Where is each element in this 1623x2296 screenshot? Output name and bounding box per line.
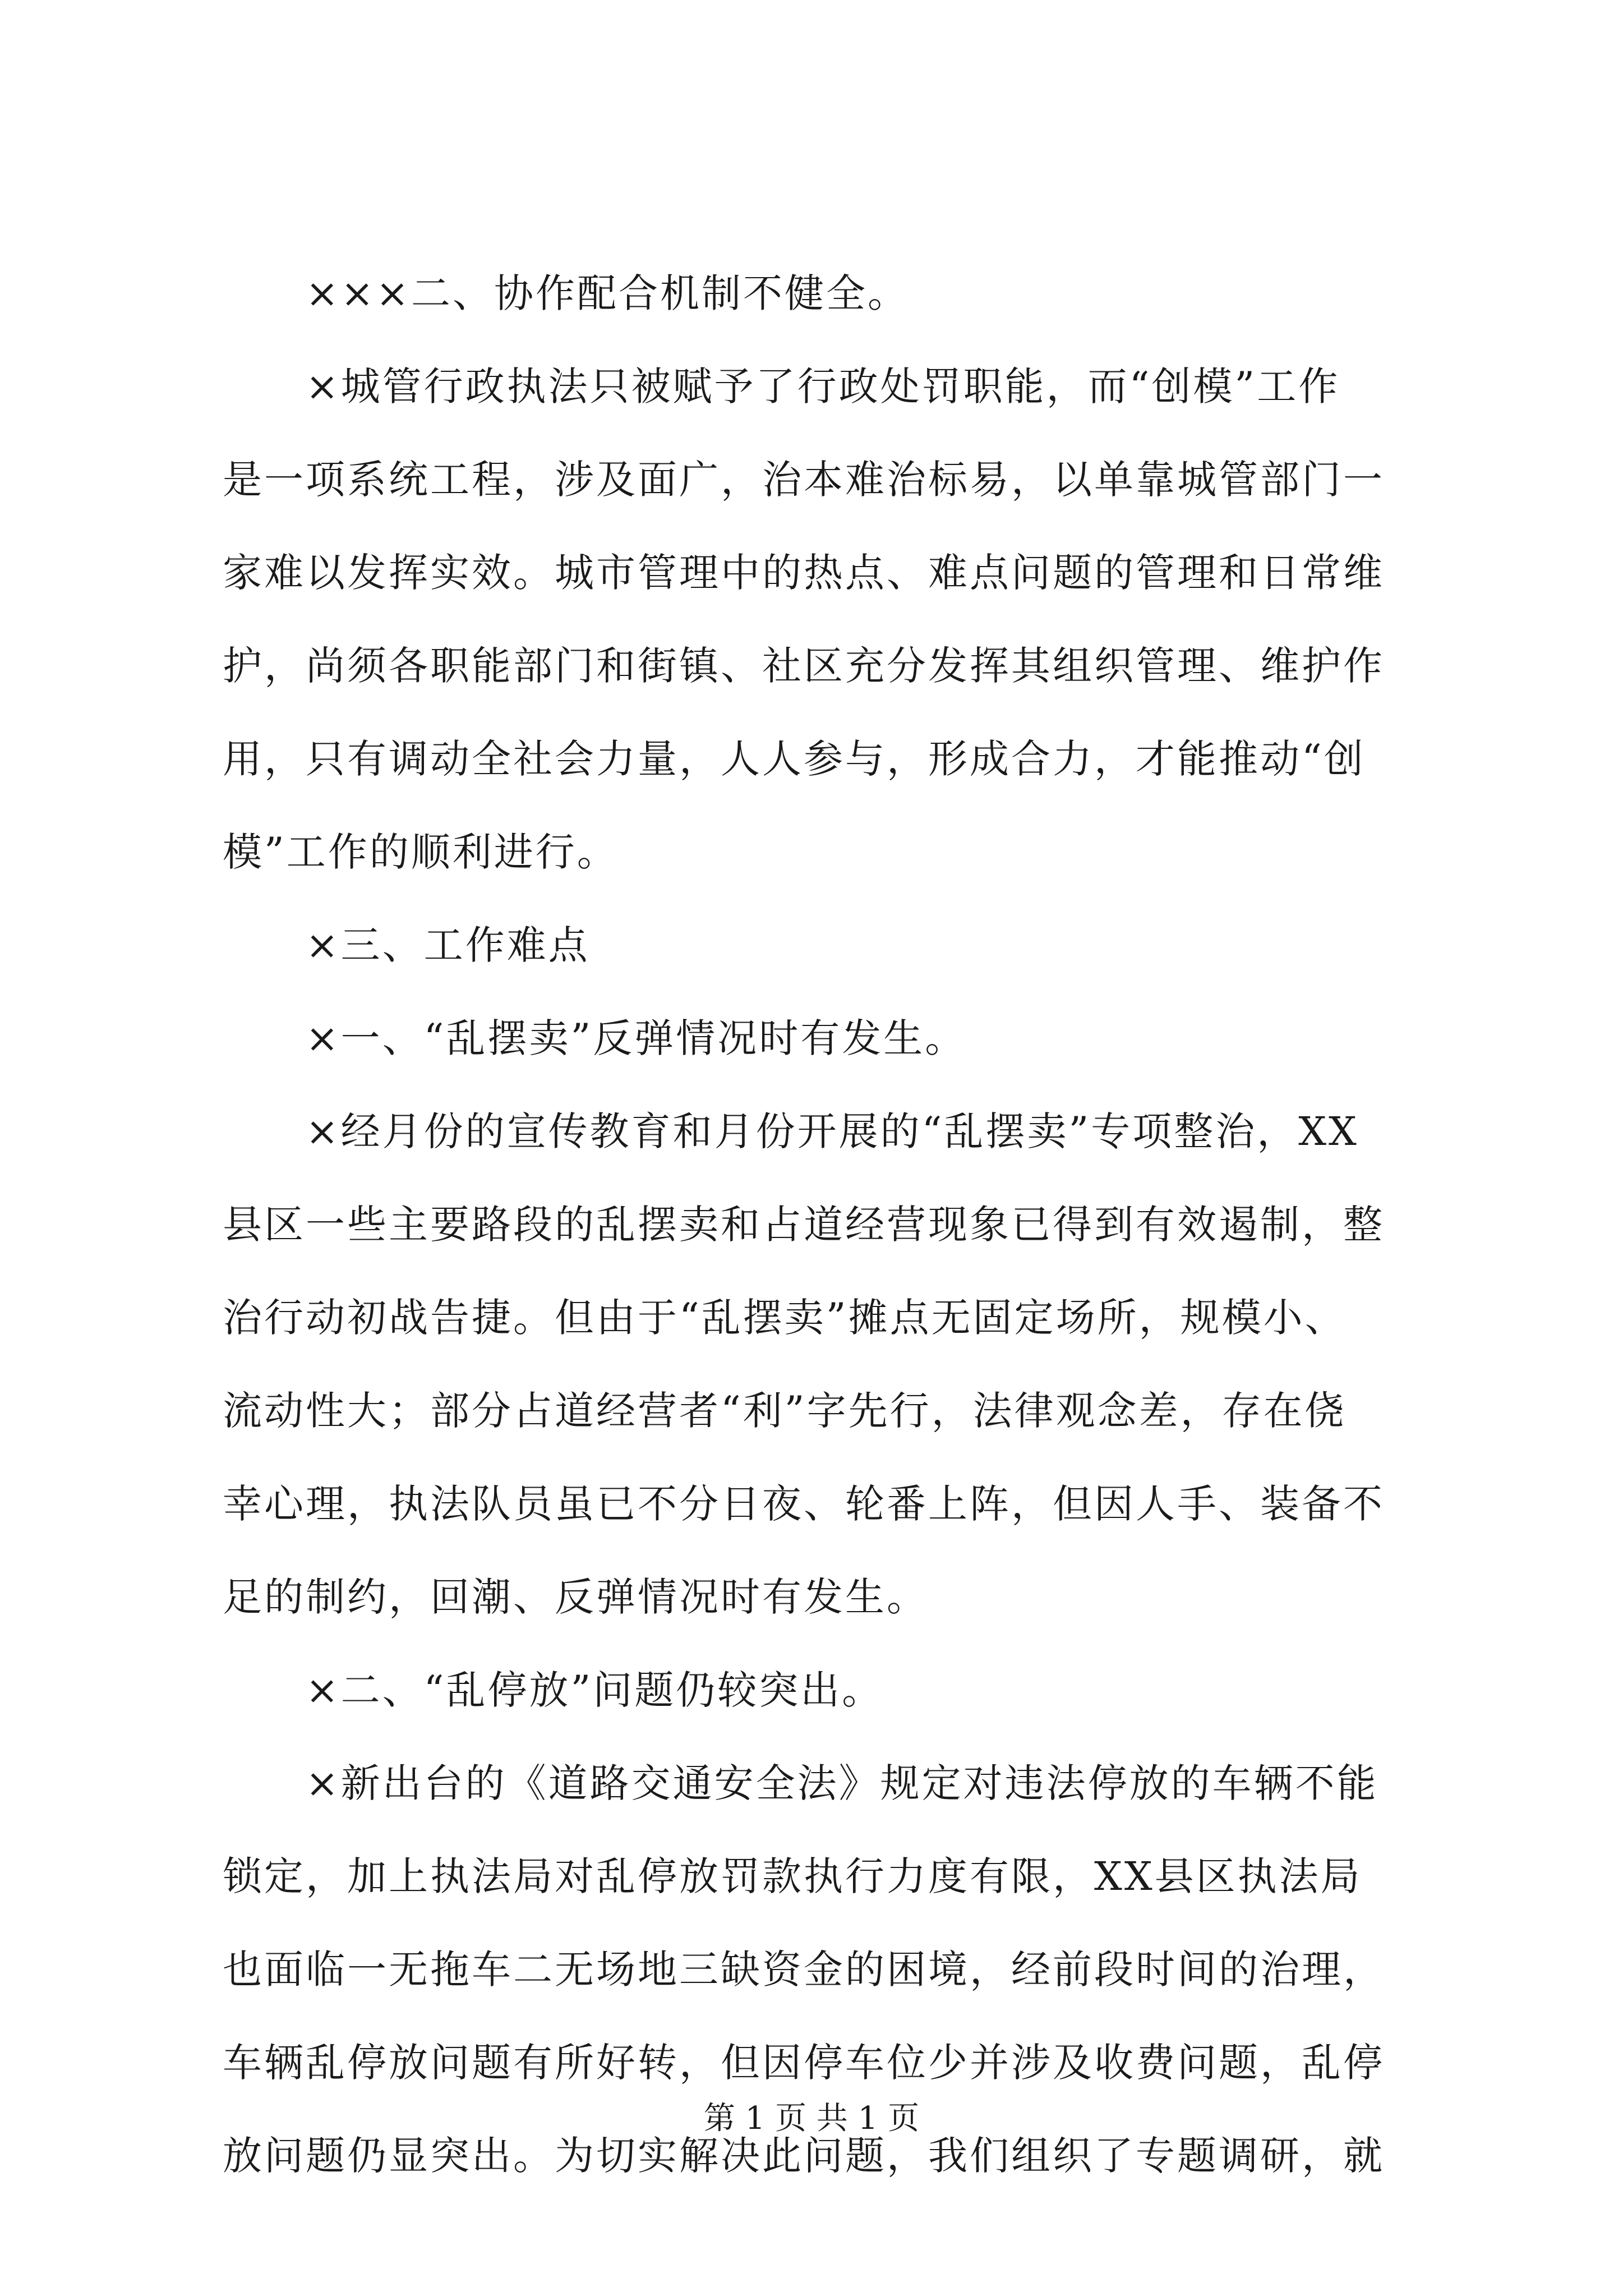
text-line: ×新出台的《道路交通安全法》规定对违法停放的车辆不能: [306, 1760, 1378, 1806]
text-line: 家难以发挥实效。城市管理中的热点、难点问题的管理和日常维: [223, 550, 1385, 596]
text-line: 县区一些主要路段的乱摆卖和占道经营现象已得到有效遏制，整: [223, 1202, 1385, 1248]
text-line: 也面临一无拖车二无场地三缺资金的困境，经前段时间的治理，: [223, 1947, 1385, 1993]
text-line: ×城管行政执法只被赋予了行政处罚职能，而“创模”工作: [306, 364, 1340, 409]
text-line: ×经月份的宣传教育和月份开展的“乱摆卖”专项整治，XX: [306, 1108, 1359, 1154]
text-line: ×××二、协作配合机制不健全。: [306, 270, 909, 316]
text-line: 用，只有调动全社会力量，人人参与，形成合力，才能推动“创: [223, 736, 1366, 782]
document-body: [223, 247, 1416, 2202]
text-line: 车辆乱停放问题有所好转，但因停车位少并涉及收费问题，乱停: [223, 2040, 1385, 2086]
text-line: 模”工作的顺利进行。: [223, 829, 619, 875]
text-line: 幸心理，执法队员虽已不分日夜、轮番上阵，但因人手、装备不: [223, 1481, 1385, 1527]
text-line: 护，尚须各职能部门和街镇、社区充分发挥其组织管理、维护作: [223, 643, 1385, 689]
text-line: 流动性大；部分占道经营者“利”字先行，法律观念差，存在侥: [223, 1388, 1347, 1434]
text-line: 锁定，加上执法局对乱停放罚款执行力度有限，XX县区执法局: [223, 1853, 1362, 1899]
text-line: ×三、工作难点: [306, 922, 590, 968]
page-footer: 第 1 页 共 1 页: [703, 2100, 920, 2137]
text-line: 足的制约，回潮、反弹情况时有发生。: [223, 1574, 928, 1620]
text-line: 是一项系统工程，涉及面广，治本难治标易，以单靠城管部门一: [223, 457, 1385, 503]
text-line: 放问题仍显突出。为切实解决此问题，我们组织了专题调研，就: [223, 2133, 1385, 2179]
text-line: ×二、“乱停放”问题仍较突出。: [306, 1667, 884, 1713]
text-line: 治行动初战告捷。但由于“乱摆卖”摊点无固定场所，规模小、: [223, 1295, 1347, 1341]
text-line: ×一、“乱摆卖”反弹情况时有发生。: [306, 1015, 967, 1061]
